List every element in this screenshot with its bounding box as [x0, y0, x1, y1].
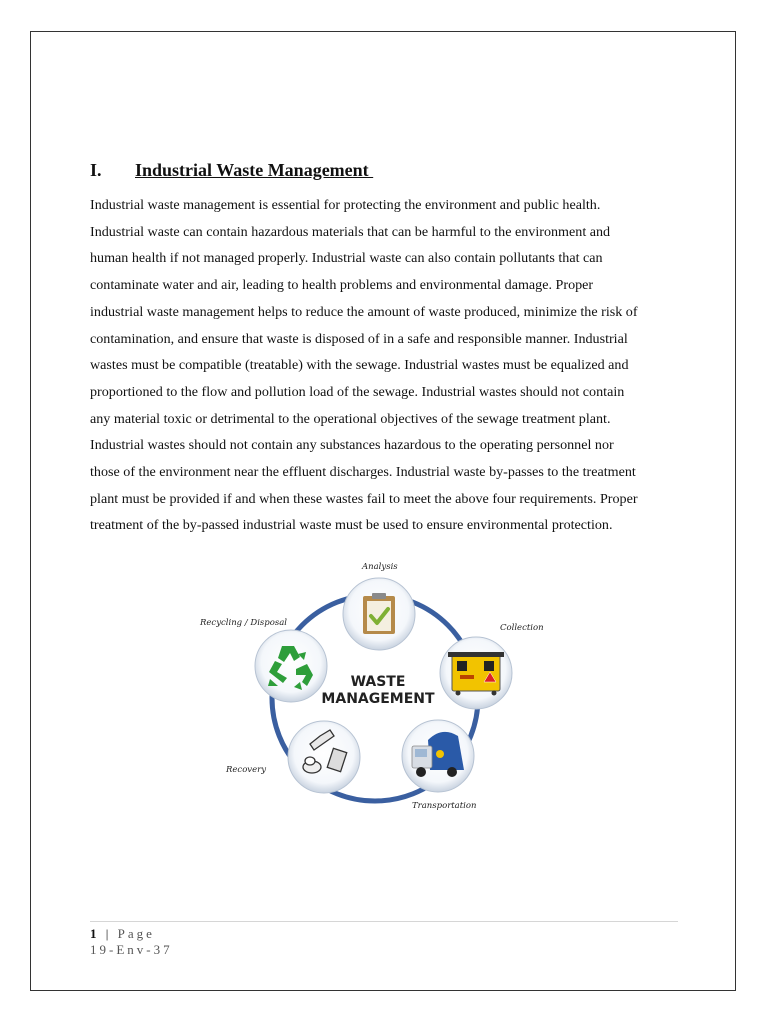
page-footer: [90, 926, 173, 958]
paragraph-line: Industrial wastes should not contain any substances hazardous to the operating personnel nor: [90, 437, 614, 454]
label-recovery: Recovery: [226, 765, 267, 775]
page-number: 1: [90, 926, 100, 941]
node-transportation: [402, 720, 474, 792]
paragraph-line: wastes must be compatible (treatable) with the sewage. Industrial wastes must be equalized and: [90, 357, 629, 374]
diagram-svg: [190, 558, 560, 818]
page-separator: |: [105, 926, 112, 941]
section-heading: [90, 160, 373, 181]
section-title: Industrial Waste Management: [135, 160, 374, 180]
paragraph-line: plant must be provided if and when these wastes fail to meet the above four requirements. Proper: [90, 490, 638, 507]
node-collection: [440, 637, 512, 709]
section-number: I.: [90, 160, 102, 180]
label-recycling: Recycling / Disposal: [200, 618, 287, 628]
node-analysis: [343, 578, 415, 650]
footer-divider: [90, 921, 678, 922]
node-recovery: [288, 721, 360, 793]
paragraph-line: contaminate water and air, leading to health problems and environmental damage. Proper: [90, 277, 594, 294]
paragraph-line: proportioned to the flow and pollution load of the sewage. Industrial wastes should not contain: [90, 383, 625, 400]
body-paragraph: [90, 192, 680, 539]
paragraph-line: human health if not managed properly. Industrial waste can also contain pollutants that can: [90, 250, 603, 267]
label-collection: Collection: [500, 623, 544, 633]
dumpster-icon: [448, 652, 504, 696]
center-line-waste: WASTE: [350, 674, 406, 690]
document-code: 19-Env-37: [90, 942, 173, 957]
node-recycling: [255, 630, 327, 702]
paragraph-line: those of the environment near the effluent discharges. Industrial waste by-passes to the treatment: [90, 464, 636, 481]
label-analysis: Analysis: [362, 562, 398, 572]
paragraph-line: Industrial waste management is essential for protecting the environment and public health.: [90, 197, 601, 213]
paragraph-line: Industrial waste can contain hazardous materials that can be harmful to the environment and: [90, 223, 611, 240]
paragraph-line: treatment of the by-passed industrial waste must be used to ensure environmental protection.: [90, 517, 613, 534]
center-label: [321, 674, 435, 707]
paragraph-line: any material toxic or detrimental to the operational objectives of the sewage treatment plant.: [90, 410, 611, 427]
clipboard-icon: [363, 593, 395, 634]
page-indicator: [90, 926, 173, 942]
page-word: Page: [117, 926, 155, 941]
waste-management-diagram: [190, 558, 560, 818]
paragraph-line: contamination, and ensure that waste is disposed of in a safe and responsible manner. Industrial: [90, 330, 628, 347]
paragraph-line: industrial waste management helps to reduce the amount of waste produced, minimize the risk of: [90, 303, 638, 320]
label-transportation: Transportation: [412, 801, 477, 811]
center-line-management: MANAGEMENT: [321, 691, 435, 707]
